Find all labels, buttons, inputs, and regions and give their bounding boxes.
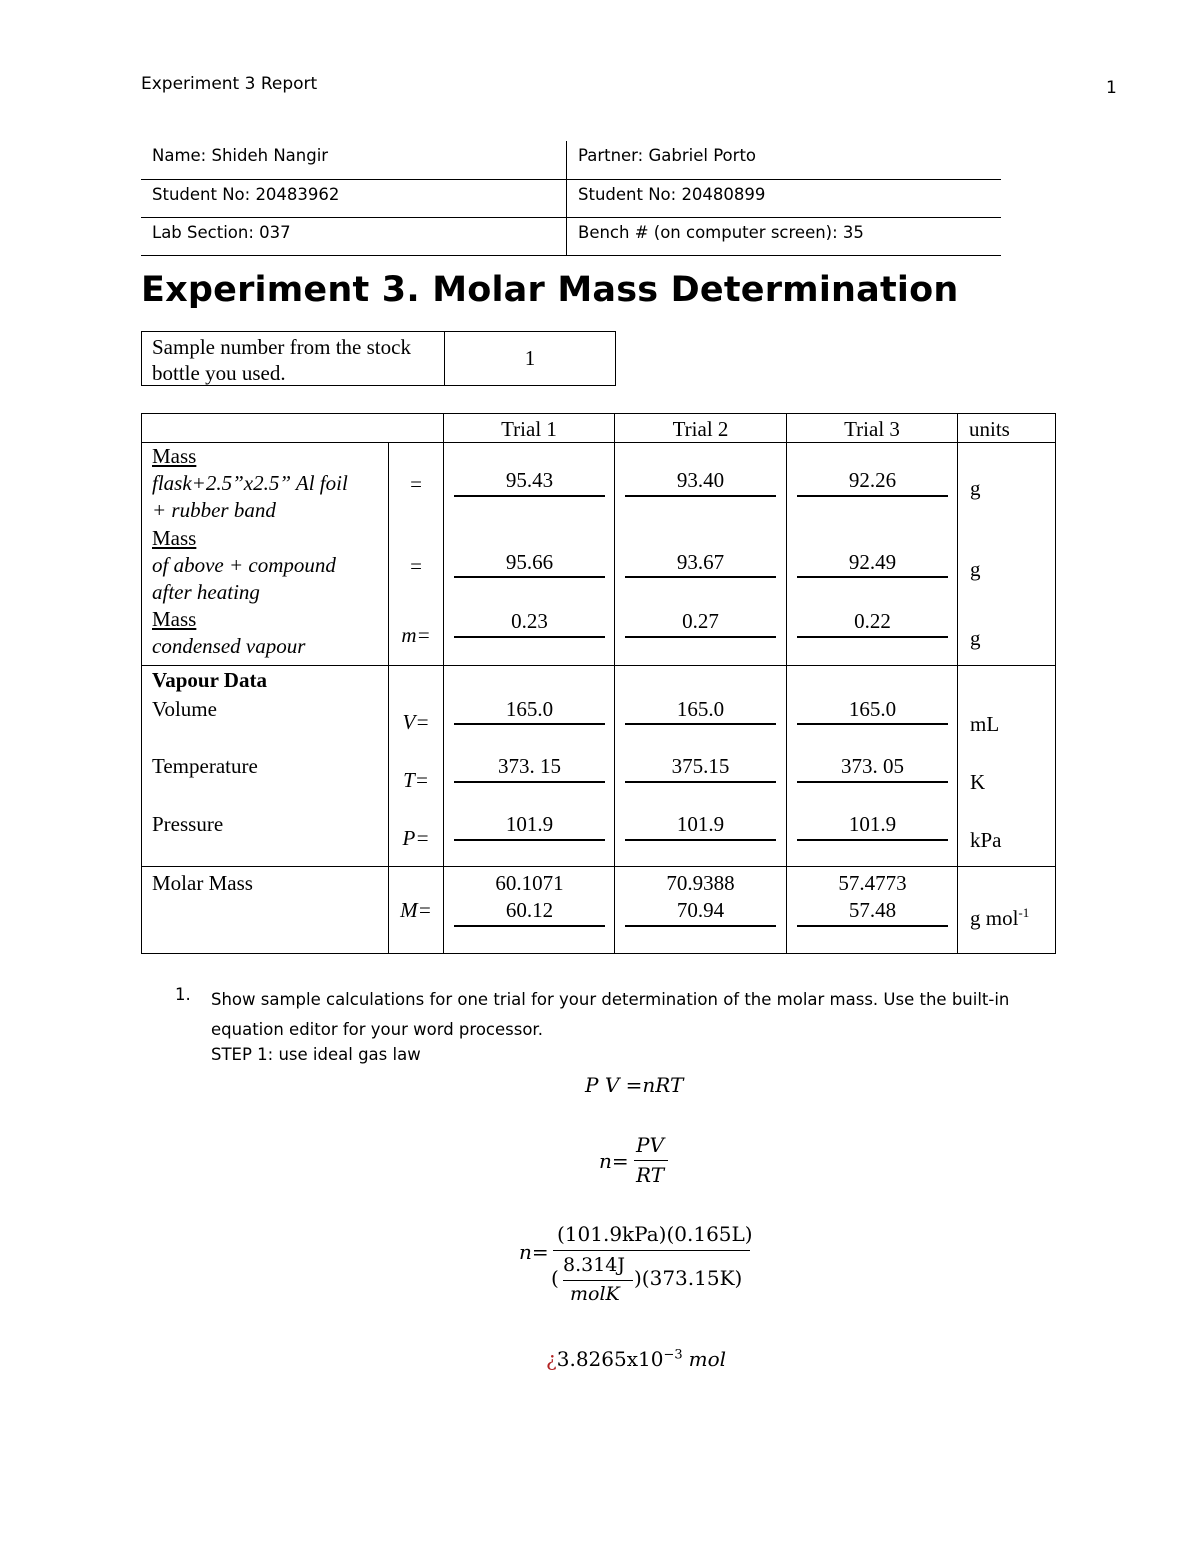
mass2-unit: g [970, 557, 981, 581]
equation-substituted-lhs: n= [519, 1240, 549, 1264]
molar-mass-unit-exponent: -1 [1018, 905, 1030, 920]
answer-underline [625, 636, 776, 638]
mass3-trial-3: 0.22 [854, 609, 891, 633]
equation-substituted-numerator: (101.9kPa)(0.165L) [557, 1222, 753, 1246]
answer-underline [797, 839, 948, 841]
molar-mass-trial-2: 70.94 [676, 898, 725, 922]
mass3-label: Mass [152, 607, 197, 631]
pressure-trial-1: 101.9 [505, 812, 554, 836]
equation-result [546, 1347, 726, 1371]
table-border [388, 442, 389, 954]
page-title: Experiment 3. Molar Mass Determination [141, 270, 959, 310]
sample-number-label: Sample number from the stock bottle you used. [152, 335, 411, 385]
pressure-label: Pressure [152, 812, 224, 836]
page-number: 1 [1106, 78, 1117, 98]
temperature-trial-2: 375.15 [671, 754, 730, 778]
mass1-desc: flask+2.5”x2.5” Al foil [152, 471, 348, 495]
student-info-table [141, 141, 1001, 256]
equation-temperature-term: )(373.15K) [634, 1266, 743, 1290]
fraction-bar [634, 1160, 668, 1161]
mass3-unit: g [970, 626, 981, 650]
molar-mass-trial-1: 60.12 [505, 898, 554, 922]
volume-unit: mL [970, 712, 1000, 736]
equation-n-denominator: RT [636, 1163, 665, 1187]
equation-error-mark: ¿ [546, 1347, 557, 1371]
pressure-trial-2: 101.9 [676, 812, 725, 836]
molar-mass-label: Molar Mass [152, 871, 253, 895]
mass2-trial-3: 92.49 [848, 550, 897, 574]
equation-den-open-paren: ( [551, 1266, 559, 1290]
answer-underline [454, 781, 605, 783]
fraction-bar [553, 1250, 750, 1251]
temperature-trial-1: 373. 15 [498, 754, 561, 778]
pressure-trial-3: 101.9 [848, 812, 897, 836]
answer-underline [797, 636, 948, 638]
mass2-label: Mass [152, 526, 197, 550]
answer-underline [454, 636, 605, 638]
table-border [141, 953, 1056, 954]
answer-underline [625, 781, 776, 783]
mass3-trial-2: 0.27 [682, 609, 719, 633]
document-header-title: Experiment 3 Report [141, 74, 318, 94]
answer-underline [454, 839, 605, 841]
info-row [141, 141, 1001, 180]
info-row [141, 218, 1001, 256]
answer-underline [454, 925, 605, 927]
header-units: units [969, 417, 1010, 441]
molar-mass-unit [970, 899, 1029, 932]
table-border [1055, 413, 1056, 954]
molar-mass-trial-3: 57.48 [848, 898, 897, 922]
molar-mass-raw-trial-3: 57.4773 [838, 871, 907, 895]
equation-n-lhs: n= [599, 1149, 629, 1173]
temperature-unit: K [970, 770, 986, 794]
data-table [141, 413, 1056, 954]
equation-result-exponent: −3 [663, 1347, 683, 1363]
answer-underline [797, 576, 948, 578]
table-border [443, 413, 444, 954]
header-trial-2: Trial 2 [672, 417, 729, 441]
equation-result-value: 3.8265x10 [556, 1347, 664, 1371]
mass1-trial-2: 93.40 [676, 468, 725, 492]
table-border [141, 866, 1056, 867]
molar-mass-raw-trial-1: 60.1071 [495, 871, 564, 895]
sample-number-box [141, 331, 616, 386]
name-cell: Name: Shideh Nangir [141, 141, 567, 179]
bench-cell: Bench # (on computer screen): 35 [578, 223, 864, 242]
answer-underline [454, 723, 605, 725]
mass3-trial-1: 0.23 [511, 609, 548, 633]
answer-underline [625, 576, 776, 578]
lab-section-cell: Lab Section: 037 [141, 218, 567, 255]
answer-underline [625, 495, 776, 497]
table-border [786, 413, 787, 954]
question-number: 1. [175, 985, 191, 1004]
fraction-bar [563, 1280, 633, 1281]
mass1-unit: g [970, 476, 981, 500]
mass2-symbol: = [410, 554, 422, 578]
info-row [141, 180, 1001, 218]
partner-cell: Partner: Gabriel Porto [578, 146, 757, 165]
header-trial-3: Trial 3 [844, 417, 900, 441]
answer-underline [625, 925, 776, 927]
equation-n-numerator: PV [636, 1133, 664, 1157]
equation-ideal-gas-law: P V =nRT [585, 1073, 684, 1097]
molar-mass-raw-trial-2: 70.9388 [666, 871, 735, 895]
table-border [141, 665, 1056, 666]
mass1-symbol: = [410, 472, 422, 496]
header-trial-1: Trial 1 [501, 417, 557, 441]
question-text: Show sample calculations for one trial for your determination of the molar mass. Use the built-in equation editor for your word processor. [211, 990, 1010, 1039]
mass2-desc-2: after heating [152, 580, 260, 604]
answer-underline [797, 781, 948, 783]
step-1-text: STEP 1: use ideal gas law [211, 1045, 421, 1064]
table-border [141, 413, 1056, 414]
mass1-trial-3: 92.26 [848, 468, 897, 492]
answer-underline [797, 925, 948, 927]
answer-underline [454, 495, 605, 497]
mass2-trial-2: 93.67 [676, 550, 725, 574]
vapour-data-heading: Vapour Data [152, 668, 267, 692]
temperature-symbol: T= [403, 768, 429, 792]
sample-number-value: 1 [524, 346, 536, 370]
answer-underline [625, 839, 776, 841]
answer-underline [797, 495, 948, 497]
equation-r-denominator: molK [570, 1283, 620, 1305]
answer-underline [454, 576, 605, 578]
equation-r-numerator: 8.314J [563, 1254, 626, 1276]
pressure-symbol: P= [402, 826, 430, 850]
mass3-desc: condensed vapour [152, 634, 306, 658]
volume-label: Volume [152, 697, 217, 721]
molar-mass-unit-text: g mol [970, 906, 1019, 930]
volume-trial-1: 165.0 [505, 697, 554, 721]
equation-result-unit: mol [688, 1347, 727, 1371]
volume-symbol: V= [402, 710, 430, 734]
mass1-label: Mass [152, 444, 197, 468]
answer-underline [797, 723, 948, 725]
table-border [141, 413, 142, 954]
student-no-cell: Student No: 20483962 [141, 180, 567, 217]
molar-mass-symbol: M= [400, 898, 432, 922]
mass2-desc: of above + compound [152, 553, 336, 577]
table-border [614, 413, 615, 954]
answer-underline [625, 723, 776, 725]
volume-trial-2: 165.0 [676, 697, 725, 721]
mass1-trial-1: 95.43 [505, 468, 554, 492]
temperature-label: Temperature [152, 754, 258, 778]
mass1-desc-2: + rubber band [152, 498, 276, 522]
mass2-trial-1: 95.66 [505, 550, 554, 574]
table-border [957, 413, 958, 954]
mass3-symbol: m= [401, 623, 431, 647]
volume-trial-3: 165.0 [848, 697, 897, 721]
temperature-trial-3: 373. 05 [841, 754, 904, 778]
partner-student-no-cell: Student No: 20480899 [578, 185, 766, 204]
pressure-unit: kPa [970, 828, 1002, 852]
